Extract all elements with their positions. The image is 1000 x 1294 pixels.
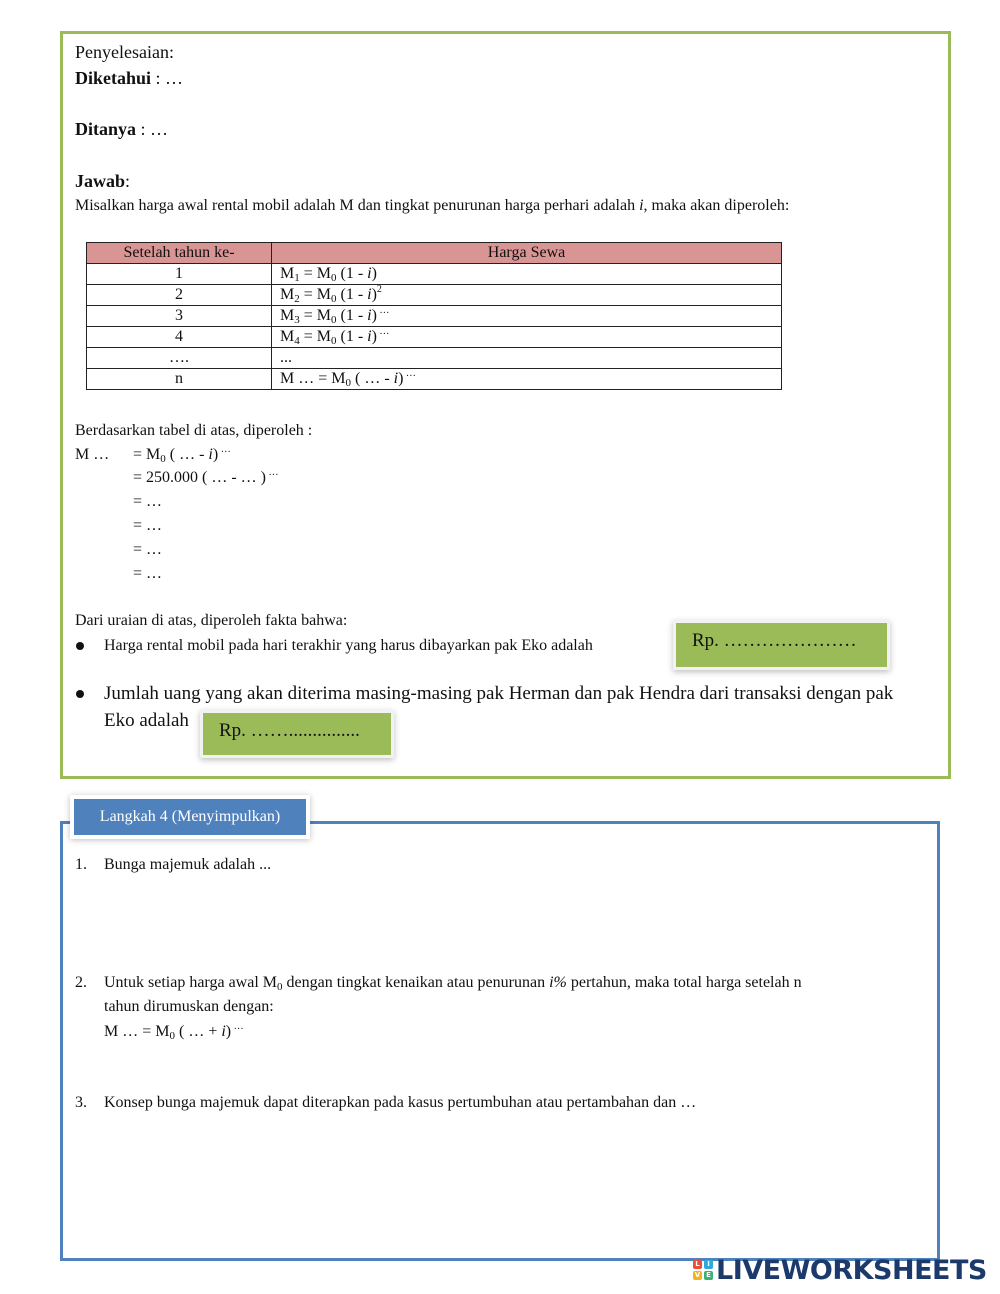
year-cell: ….: [87, 348, 272, 369]
conclusion-item-3[interactable]: Konsep bunga majemuk dapat diterapkan pada kasus pertumbuhan atau pertambahan dan …: [104, 1094, 697, 1111]
year-cell: n: [87, 369, 272, 390]
derivation-line-2[interactable]: = 250.000 ( … - … ) …: [133, 467, 279, 486]
table-row: [87, 369, 782, 390]
year-cell: 4: [87, 327, 272, 348]
conclusion-item-1-number: 1.: [75, 856, 87, 873]
derivation-step[interactable]: = …: [133, 517, 163, 534]
header-price: Harga Sewa: [272, 243, 782, 264]
derivation-step[interactable]: = …: [133, 493, 163, 510]
asked-blank[interactable]: : …: [136, 119, 169, 139]
bullet-icon: [76, 690, 84, 698]
answer-label: Jawab: [75, 171, 126, 191]
formula-cell[interactable]: $M_3 = M_0$ (1 - i) …: [272, 306, 782, 327]
liveworksheets-logo[interactable]: [693, 1256, 987, 1284]
formula-cell[interactable]: $M_4 = M_0$ (1 - i) …: [272, 327, 782, 348]
formula-cell[interactable]: $M_1 = M_0$ (1 - i): [272, 264, 782, 285]
conclusion-item-1[interactable]: Bunga majemuk adalah ...: [104, 856, 272, 873]
table-header-row: [87, 243, 782, 264]
table-row: [87, 264, 782, 285]
conclusion-item-2-formula[interactable]: M … = $M_0$ ( … + i) …: [104, 1021, 244, 1042]
conclusion-item-2-line-2: tahun dirumuskan dengan:: [104, 998, 274, 1015]
year-cell: 1: [87, 264, 272, 285]
conclusion-item-2-line-1: Untuk setiap harga awal $M_0$ dengan tingkat kenaikan atau penurunan i% pertahun, maka total harga setelah n: [104, 974, 802, 993]
logo-mark-icon: L I V E: [693, 1260, 713, 1280]
answer-line: Jawab:: [75, 171, 131, 191]
known-label: Diketahui: [75, 68, 152, 88]
derivation-line-1[interactable]: = $M_0$ ( … - i) …: [133, 444, 231, 465]
table-row: [87, 306, 782, 327]
table-row: [87, 327, 782, 348]
formula-cell[interactable]: M … = $M_0$ ( … - i) …: [272, 369, 782, 390]
fact-2-text-line-1: Jumlah uang yang akan diterima masing-masing pak Herman dan pak Hendra dari transaksi dengan pak: [104, 683, 894, 704]
fact-2-text-line-2: Eko adalah: [104, 710, 189, 731]
formula-cell[interactable]: $M_2 = M_0$ (1 - i)$^2$: [272, 285, 782, 306]
intro-text: Misalkan harga awal rental mobil adalah M dan tingkat penurunan harga perhari adalah i, maka akan diperoleh:: [75, 197, 790, 214]
formula-cell[interactable]: ...: [272, 348, 782, 369]
facts-intro: Dari uraian di atas, diperoleh fakta bahwa:: [75, 612, 348, 629]
conclusion-item-3-number: 3.: [75, 1094, 87, 1111]
asked-line: [75, 118, 168, 140]
price-table: [86, 242, 782, 390]
derivation-intro: Berdasarkan tabel di atas, diperoleh :: [75, 422, 313, 439]
header-year: Setelah tahun ke-: [87, 243, 272, 264]
year-cell: 3: [87, 306, 272, 327]
logo-text: LIVEWORKSHEETS: [716, 1254, 987, 1286]
conclusion-item-2-number: 2.: [75, 974, 87, 991]
step-4-label: Langkah 4 (Menyimpulkan): [74, 799, 306, 835]
solution-heading: Penyelesaian:: [75, 42, 174, 62]
table-row: [87, 285, 782, 306]
bullet-icon: [76, 642, 84, 650]
derivation-lhs[interactable]: M …: [75, 446, 110, 463]
derivation-step[interactable]: = …: [133, 541, 163, 558]
fact-1-text: Harga rental mobil pada hari terakhir yang harus dibayarkan pak Eko adalah: [104, 637, 593, 654]
table-row: [87, 348, 782, 369]
known-line: [75, 67, 183, 89]
answer-box-last-day-price[interactable]: Rp. …………………: [676, 623, 887, 667]
known-blank[interactable]: : …: [151, 68, 184, 88]
derivation-step[interactable]: = …: [133, 565, 163, 582]
asked-label: Ditanya: [75, 119, 137, 139]
answer-box-share-amount[interactable]: Rp. ……...............: [203, 713, 391, 755]
year-cell: 2: [87, 285, 272, 306]
